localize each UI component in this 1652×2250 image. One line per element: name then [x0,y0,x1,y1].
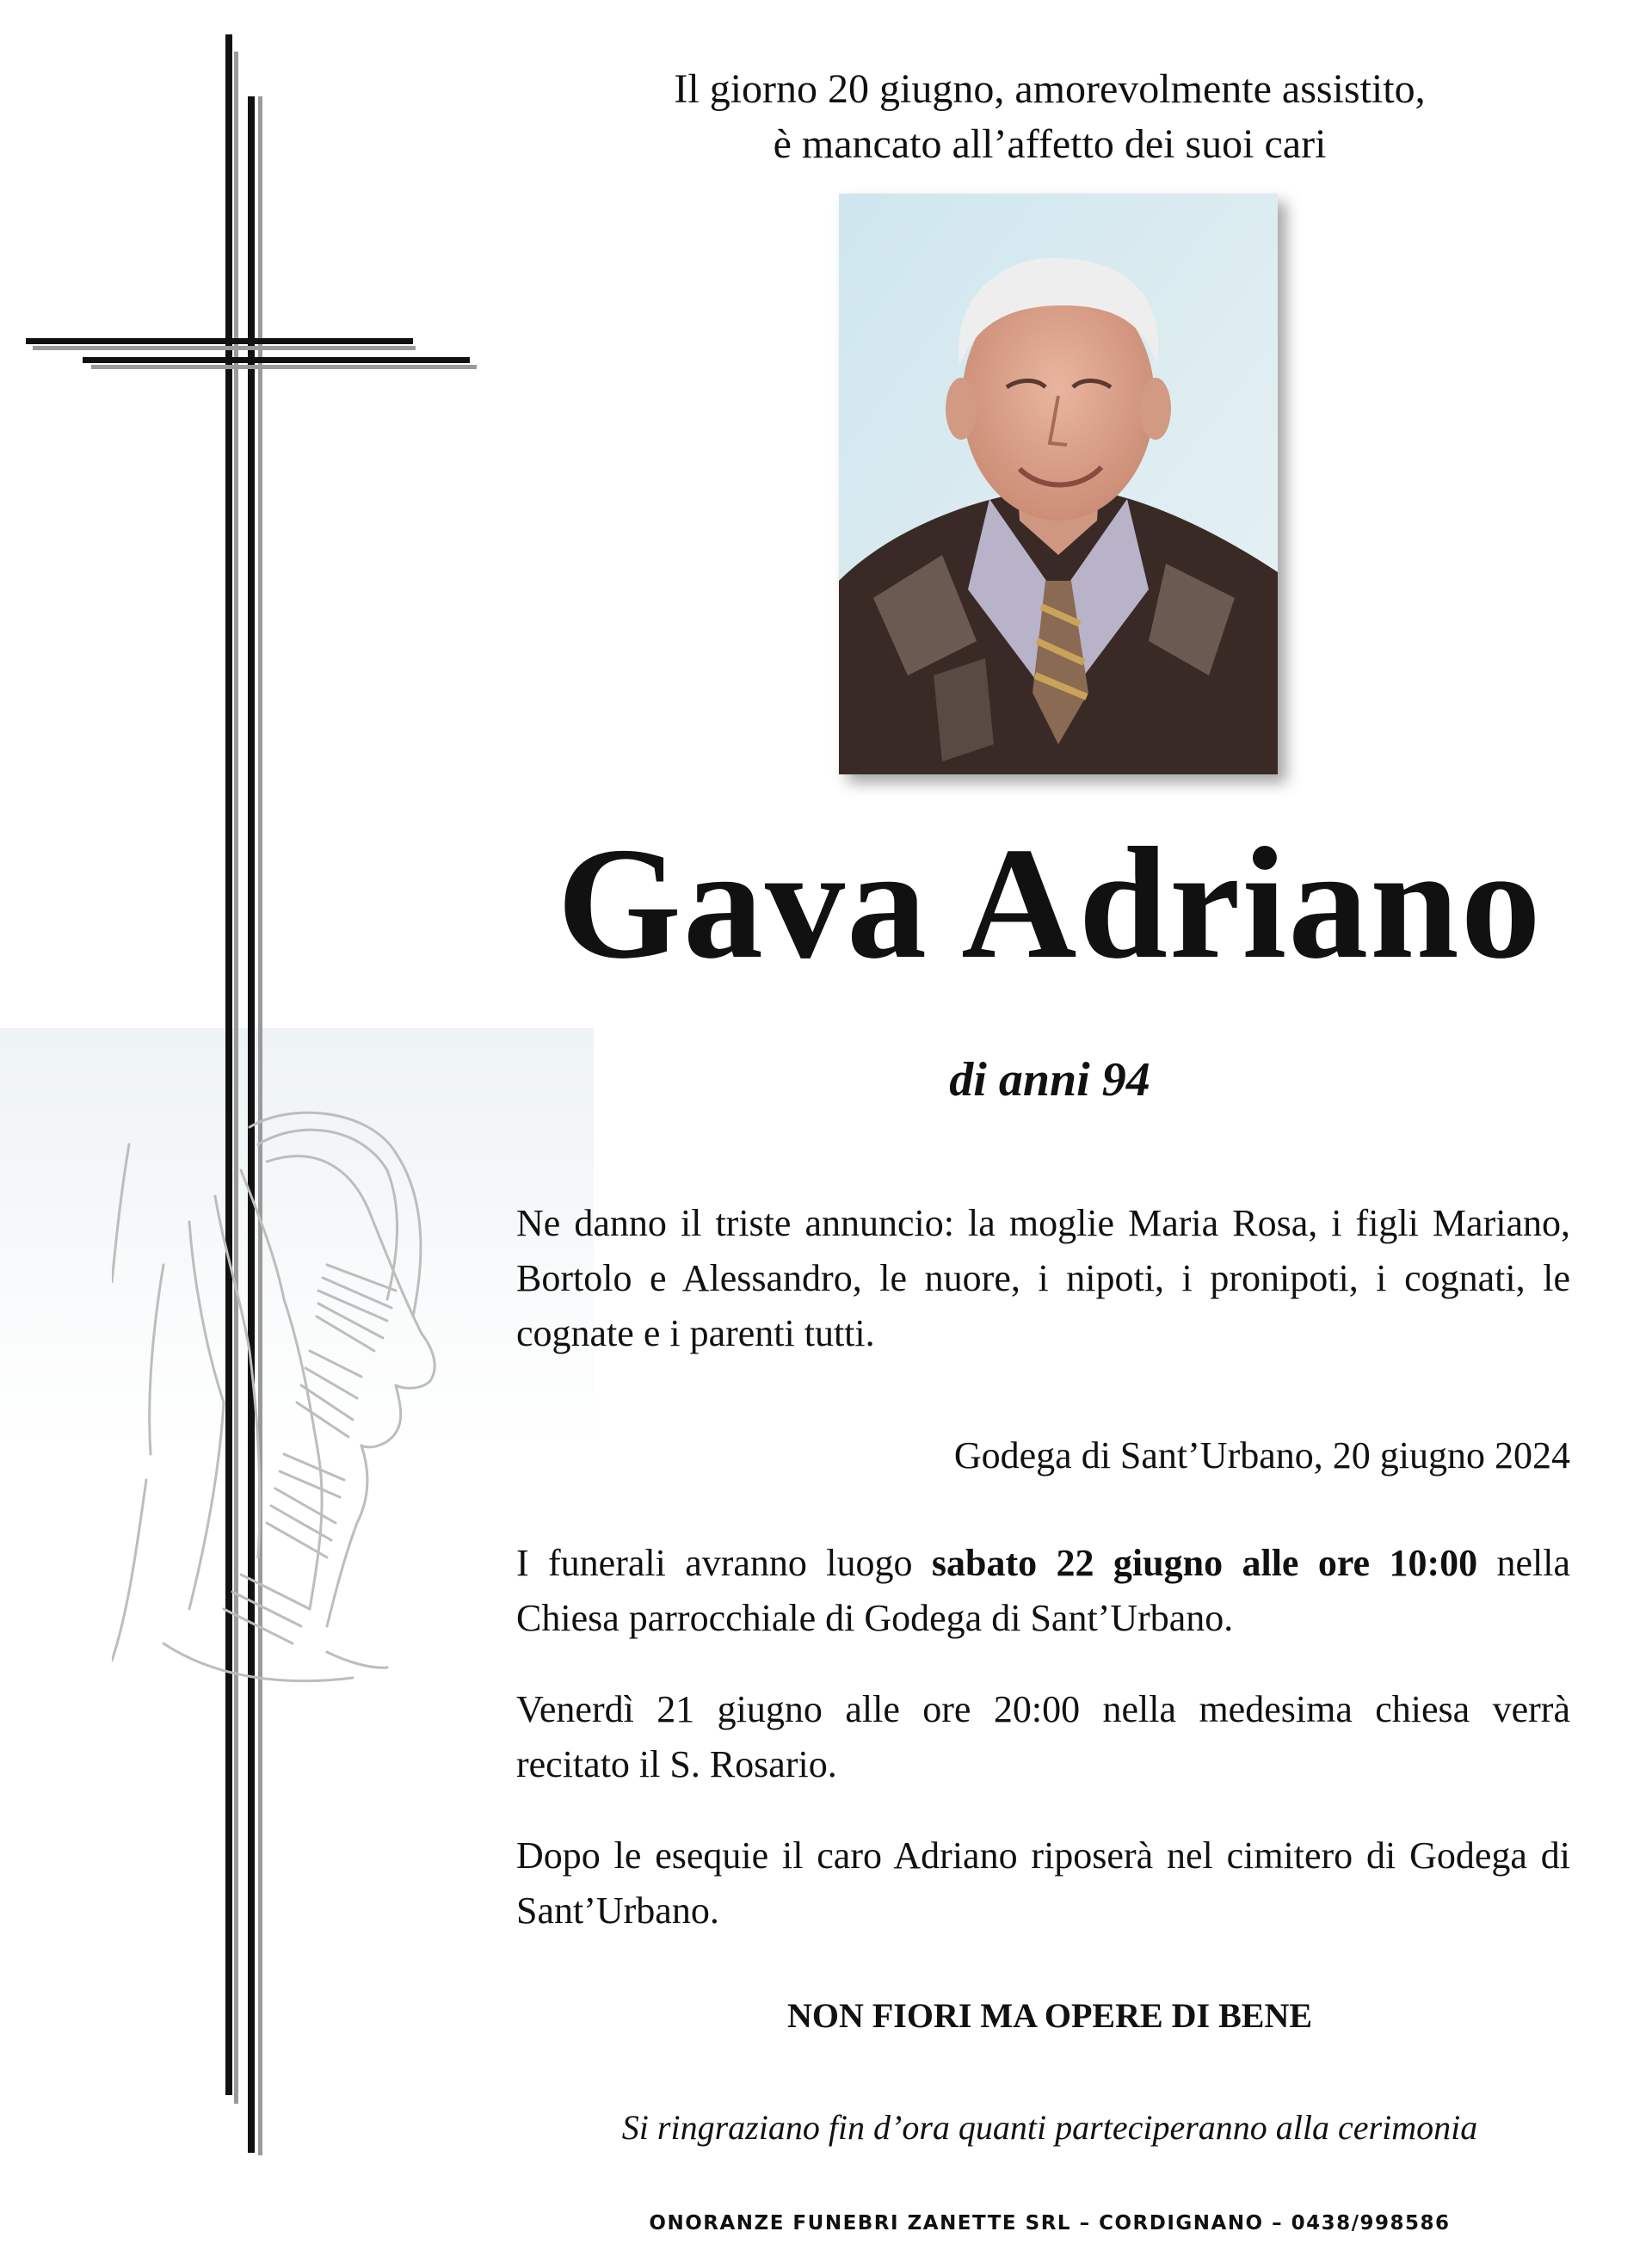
funeral-datetime: sabato 22 giugno alle ore 10:00 [931,1542,1478,1584]
intro-line-1: Il giorno 20 giugno, amorevolmente assistito, [674,66,1426,112]
intro-line-2: è mancato all’affetto dei suoi cari [773,121,1327,167]
no-flowers-note: NON FIORI MA OPERE DI BENE [786,1996,1313,2035]
funeral-home-footer: ONORANZE FUNEBRI ZANETTE SRL – CORDIGNANO – 0438/998586 [649,2212,1451,2235]
deceased-name: Gava Adriano [557,815,1543,992]
portrait-photo [839,194,1278,774]
thanks-note: Si ringraziano fin d’ora quanti parteciperanno alla cerimonia [621,2108,1478,2147]
intro-text [533,62,1566,172]
announcement-paragraph: Ne danno il triste annuncio: la moglie Maria Rosa, i figli Mariano, Bortolo e Alessandro, le nuore, i nipoti, i pronipoti, i cognati, le cognate e i parenti tutti. [516,1202,1570,1354]
place-date: Godega di Sant’Urbano, 20 giugno 2024 [953,1434,1570,1476]
funeral-paragraph [516,1536,1570,1646]
age-text: di anni 94 [949,1053,1150,1107]
funeral-text-after: nella Chiesa parrocchiale di Godega di Sant’Urbano. [516,1542,1571,1639]
funeral-text-before: I funerali avranno luogo [516,1542,932,1584]
christ-face-sketch [112,1093,490,1738]
burial-paragraph: Dopo le esequie il caro Adriano riposerà nel cimitero di Godega di Sant’Urbano. [516,1834,1570,1932]
rosary-paragraph: Venerdì 21 giugno alle ore 20:00 nella medesima chiesa verrà recitato il S. Rosario. [516,1688,1570,1785]
